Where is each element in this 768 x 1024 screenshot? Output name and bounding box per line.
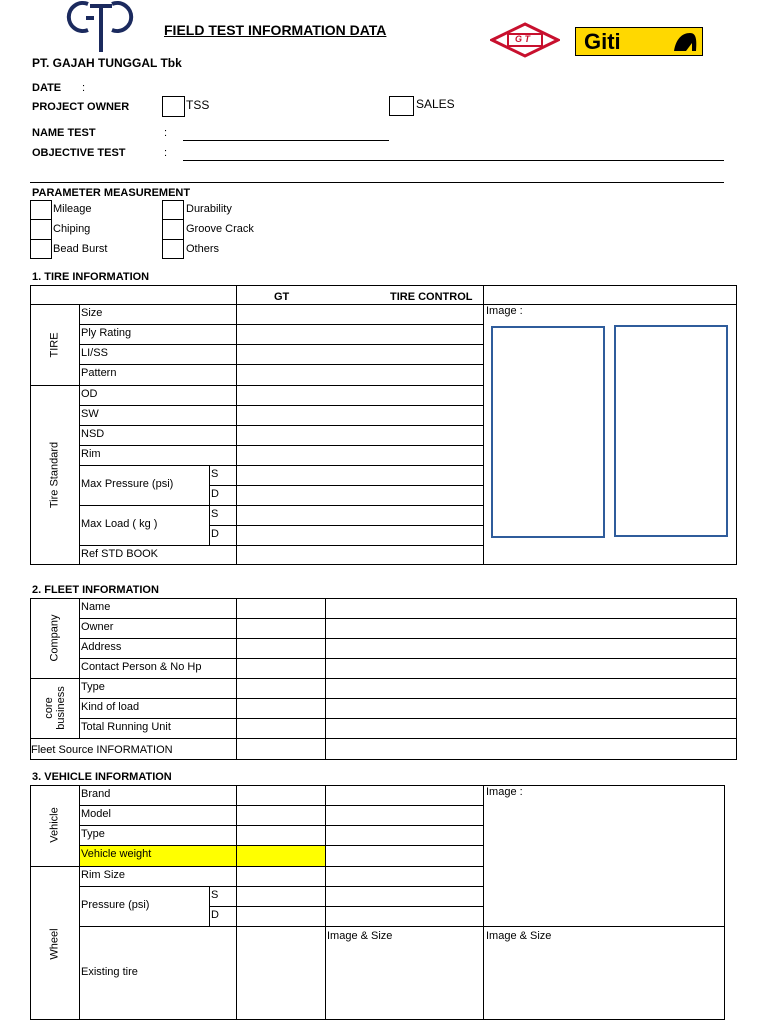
tire-value-cell[interactable]: [237, 305, 482, 323]
tss-label: TSS: [186, 98, 210, 112]
vehicle-weight-label: Vehicle weight: [81, 848, 152, 860]
fleet-detail-cell[interactable]: [326, 679, 736, 697]
existing-tire-label: Existing tire: [81, 966, 138, 978]
vehicle-s-label: S: [211, 889, 219, 901]
fleet-detail-cell[interactable]: [326, 599, 736, 617]
tire-row-label: Pattern: [81, 367, 117, 379]
mileage-checkbox[interactable]: [30, 200, 52, 220]
mileage-label: Mileage: [53, 203, 92, 215]
vehicle-value-cell[interactable]: [237, 846, 324, 864]
objective-test-colon: :: [164, 147, 168, 159]
durability-label: Durability: [186, 203, 232, 215]
bead-burst-label: Bead Burst: [53, 243, 108, 255]
gt-diamond-logo-text: G T: [515, 34, 530, 44]
fleet-value-cell[interactable]: [237, 639, 324, 657]
giti-logo-text: Giti: [584, 29, 621, 54]
fleet-value-cell[interactable]: [237, 679, 324, 697]
vehicle-value-cell[interactable]: [237, 806, 324, 824]
fleet-section-heading: 2. FLEET INFORMATION: [32, 584, 159, 596]
fleet-row-label: Owner: [81, 621, 114, 633]
fleet-value-cell[interactable]: [237, 659, 324, 677]
fleet-source-value-cell[interactable]: [237, 739, 324, 759]
image-size-label-1: Image & Size: [327, 930, 393, 942]
vehicle-row-label: Rim Size: [81, 869, 126, 881]
vehicle-value-cell[interactable]: [237, 867, 324, 885]
tire-row-label: Ply Rating: [81, 327, 132, 339]
fleet-detail-cell[interactable]: [326, 639, 736, 657]
vehicle-row-label: Brand: [81, 788, 111, 800]
wheel-group-label: Wheel: [48, 928, 61, 960]
vehicle-d-label: D: [211, 909, 219, 921]
groove-crack-label: Groove Crack: [186, 223, 254, 235]
tire-col-gt: GT: [274, 291, 290, 303]
vehicle-value-cell[interactable]: [237, 786, 324, 804]
tire-value-cell[interactable]: [237, 466, 482, 504]
tire-value-cell[interactable]: [237, 426, 482, 444]
tss-checkbox[interactable]: [162, 96, 185, 117]
fleet-source-label: Fleet Source INFORMATION: [31, 744, 173, 756]
fleet-detail-cell[interactable]: [326, 659, 736, 677]
vehicle-group-label: Vehicle: [48, 807, 61, 843]
tire-d-label: D: [211, 488, 219, 500]
gajah-tunggal-logo: [60, 0, 140, 55]
company-group-label: Company: [48, 614, 61, 662]
parameter-heading: PARAMETER MEASUREMENT: [32, 187, 191, 199]
tire-s-label: S: [211, 508, 219, 520]
tire-row-label: Max Pressure (psi): [81, 478, 174, 490]
name-test-label: NAME TEST: [32, 127, 96, 139]
tire-image-frame-2: [614, 325, 728, 537]
vehicle-section-heading: 3. VEHICLE INFORMATION: [32, 771, 172, 783]
fleet-row-label: Type: [81, 681, 105, 693]
tire-row-label: Max Load ( kg ): [81, 518, 158, 530]
bead-burst-checkbox[interactable]: [30, 239, 52, 259]
date-colon: :: [82, 82, 86, 94]
tire-value-cell[interactable]: [237, 345, 482, 363]
tire-row-label: NSD: [81, 428, 105, 440]
fleet-row-label: Total Running Unit: [81, 721, 171, 733]
tire-standard-group-label: Tire Standard: [48, 441, 61, 509]
vehicle-row-label: Type: [81, 828, 105, 840]
chiping-label: Chiping: [53, 223, 91, 235]
pressure-label: Pressure (psi): [81, 899, 150, 911]
objective-test-field-line2[interactable]: [30, 182, 724, 183]
page-title: FIELD TEST INFORMATION DATA: [164, 22, 387, 38]
name-test-colon: :: [164, 127, 168, 139]
vehicle-value-cell[interactable]: [237, 826, 324, 844]
tire-value-cell[interactable]: [237, 386, 482, 404]
tire-section-heading: 1. TIRE INFORMATION: [32, 271, 150, 283]
tire-row-label: Rim: [81, 448, 101, 460]
tire-row-label: Size: [81, 307, 103, 319]
giti-logo: [575, 27, 703, 56]
tire-row-label: OD: [81, 388, 98, 400]
chiping-checkbox[interactable]: [30, 219, 52, 240]
tire-value-cell[interactable]: [237, 365, 482, 384]
name-test-field[interactable]: [183, 140, 389, 141]
tire-row-label: SW: [81, 408, 99, 420]
tire-row-label: LI/SS: [81, 347, 108, 359]
objective-test-label: OBJECTIVE TEST: [32, 147, 126, 159]
tire-image-label: Image :: [486, 305, 523, 317]
durability-checkbox[interactable]: [162, 200, 184, 220]
fleet-value-cell[interactable]: [237, 719, 324, 737]
fleet-row-label: Address: [81, 641, 122, 653]
tire-d-label: D: [211, 528, 219, 540]
project-owner-label: PROJECT OWNER: [32, 101, 130, 113]
tire-value-cell[interactable]: [237, 325, 482, 343]
others-label: Others: [186, 243, 220, 255]
sales-label: SALES: [416, 97, 455, 111]
tire-row-label: Ref STD BOOK: [81, 548, 159, 560]
company-name: PT. GAJAH TUNGGAL Tbk: [32, 56, 182, 70]
fleet-detail-cell[interactable]: [326, 719, 736, 737]
fleet-value-cell[interactable]: [237, 699, 324, 717]
fleet-value-cell[interactable]: [237, 619, 324, 637]
others-checkbox[interactable]: [162, 239, 184, 259]
sales-checkbox[interactable]: [389, 96, 414, 116]
tire-s-label: S: [211, 468, 219, 480]
tire-col-control: TIRE CONTROL: [390, 291, 473, 303]
tire-value-cell[interactable]: [237, 446, 482, 464]
core-business-text: core business: [43, 686, 67, 730]
groove-crack-checkbox[interactable]: [162, 219, 184, 240]
gt-diamond-logo: [490, 22, 560, 58]
tire-group-label: TIRE: [48, 332, 61, 358]
vehicle-image-label: Image :: [486, 786, 523, 798]
image-size-label-2: Image & Size: [486, 930, 552, 942]
date-label: DATE: [32, 82, 62, 94]
fleet-source-detail-cell[interactable]: [326, 739, 736, 759]
tire-value-cell[interactable]: [237, 506, 482, 544]
core-business-group-label: [43, 684, 67, 732]
fleet-value-cell[interactable]: [237, 599, 324, 617]
objective-test-field[interactable]: [183, 160, 724, 161]
fleet-row-label: Contact Person & No Hp: [81, 661, 202, 673]
fleet-detail-cell[interactable]: [326, 699, 736, 717]
vehicle-row-label: Model: [81, 808, 111, 820]
tire-image-frame-1: [491, 326, 605, 538]
tire-value-cell[interactable]: [237, 546, 482, 564]
fleet-row-label: Kind of load: [81, 701, 140, 713]
fleet-detail-cell[interactable]: [326, 619, 736, 637]
tire-value-cell[interactable]: [237, 406, 482, 424]
fleet-row-label: Name: [81, 601, 111, 613]
